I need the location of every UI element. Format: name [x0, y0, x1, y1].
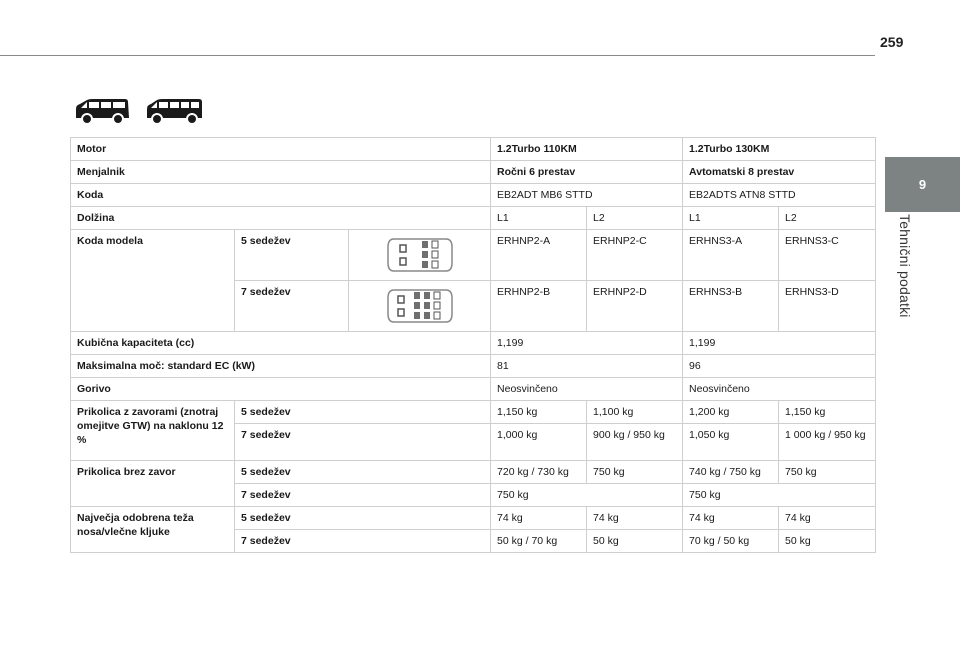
row-label: Koda modela [71, 230, 235, 332]
table-row [71, 207, 876, 230]
seats-label: 7 sedežev [235, 424, 491, 461]
seats-label: 5 sedežev [235, 401, 491, 424]
table-row [71, 230, 876, 281]
cell: 74 kg [779, 507, 876, 530]
cell: 50 kg [587, 530, 683, 553]
specifications-table [70, 137, 876, 553]
cell: ERHNP2-A [491, 230, 587, 281]
cell: ERHNP2-B [491, 281, 587, 332]
cell: L1 [683, 207, 779, 230]
cell: 70 kg / 50 kg [683, 530, 779, 553]
cell: Ročni 6 prestav [491, 161, 683, 184]
cell: ERHNS3-C [779, 230, 876, 281]
row-label: Prikolica brez zavor [71, 461, 235, 507]
cell: 74 kg [587, 507, 683, 530]
cell: EB2ADTS ATN8 STTD [683, 184, 876, 207]
van-icon [73, 98, 131, 126]
cell: 74 kg [491, 507, 587, 530]
page-number: 259 [880, 34, 904, 50]
seat-layout-5-icon [386, 235, 454, 275]
seats-label: 5 sedežev [235, 461, 491, 484]
cell: ERHNP2-C [587, 230, 683, 281]
cell: 50 kg [779, 530, 876, 553]
cell: 1,199 [491, 332, 683, 355]
cell: 1,200 kg [683, 401, 779, 424]
row-label: Maksimalna moč: standard EC (kW) [71, 355, 491, 378]
table-row [71, 378, 876, 401]
table-row [71, 161, 876, 184]
seats-label: 7 sedežev [235, 530, 491, 553]
cell: Neosvinčeno [491, 378, 683, 401]
chapter-number: 9 [918, 177, 927, 192]
seats-label: 5 sedežev [235, 230, 349, 281]
cell: EB2ADT MB6 STTD [491, 184, 683, 207]
row-label: Prikolica z zavorami (znotraj omejitve GTW) na naklonu 12 % [71, 401, 235, 461]
cell: 81 [491, 355, 683, 378]
cell: 750 kg [491, 484, 683, 507]
cell: 750 kg [587, 461, 683, 484]
cell: 900 kg / 950 kg [587, 424, 683, 461]
table-row [71, 461, 876, 484]
cell: 750 kg [683, 484, 876, 507]
cell: L2 [779, 207, 876, 230]
cell: 1,150 kg [491, 401, 587, 424]
seats-label: 5 sedežev [235, 507, 491, 530]
cell: 50 kg / 70 kg [491, 530, 587, 553]
seat-layout-7 [349, 281, 491, 332]
vehicle-icons [73, 98, 203, 126]
row-label: Menjalnik [71, 161, 491, 184]
cell: L2 [587, 207, 683, 230]
seats-label: 7 sedežev [235, 484, 491, 507]
cell: 750 kg [779, 461, 876, 484]
cell: Avtomatski 8 prestav [683, 161, 876, 184]
table-row [71, 355, 876, 378]
row-label: Največja odobrena teža nosa/vlečne kljuke [71, 507, 235, 553]
cell: ERHNS3-A [683, 230, 779, 281]
cell: 720 kg / 730 kg [491, 461, 587, 484]
cell: ERHNS3-D [779, 281, 876, 332]
row-label: Motor [71, 138, 491, 161]
cell: 1.2Turbo 130KM [683, 138, 876, 161]
cell: L1 [491, 207, 587, 230]
cell: 1,050 kg [683, 424, 779, 461]
cell: ERHNP2-D [587, 281, 683, 332]
row-label: Kubična kapaciteta (cc) [71, 332, 491, 355]
cell: 74 kg [683, 507, 779, 530]
cell: Neosvinčeno [683, 378, 876, 401]
cell: ERHNS3-B [683, 281, 779, 332]
cell: 1 000 kg / 950 kg [779, 424, 876, 461]
row-label: Dolžina [71, 207, 491, 230]
cell: 740 kg / 750 kg [683, 461, 779, 484]
seat-layout-5 [349, 230, 491, 281]
table-row [71, 401, 876, 424]
chapter-title: Tehnični podatki [897, 214, 913, 318]
seat-layout-7-icon [386, 286, 454, 326]
table-row [71, 507, 876, 530]
top-rule [0, 55, 875, 56]
cell: 1.2Turbo 110KM [491, 138, 683, 161]
cell: 96 [683, 355, 876, 378]
row-label: Gorivo [71, 378, 491, 401]
table-row [71, 332, 876, 355]
van-long-icon [145, 98, 203, 126]
row-label: Koda [71, 184, 491, 207]
seats-label: 7 sedežev [235, 281, 349, 332]
table-row [71, 138, 876, 161]
chapter-tab[interactable] [885, 157, 960, 212]
cell: 1,000 kg [491, 424, 587, 461]
cell: 1,100 kg [587, 401, 683, 424]
table-row [71, 184, 876, 207]
cell: 1,150 kg [779, 401, 876, 424]
cell: 1,199 [683, 332, 876, 355]
